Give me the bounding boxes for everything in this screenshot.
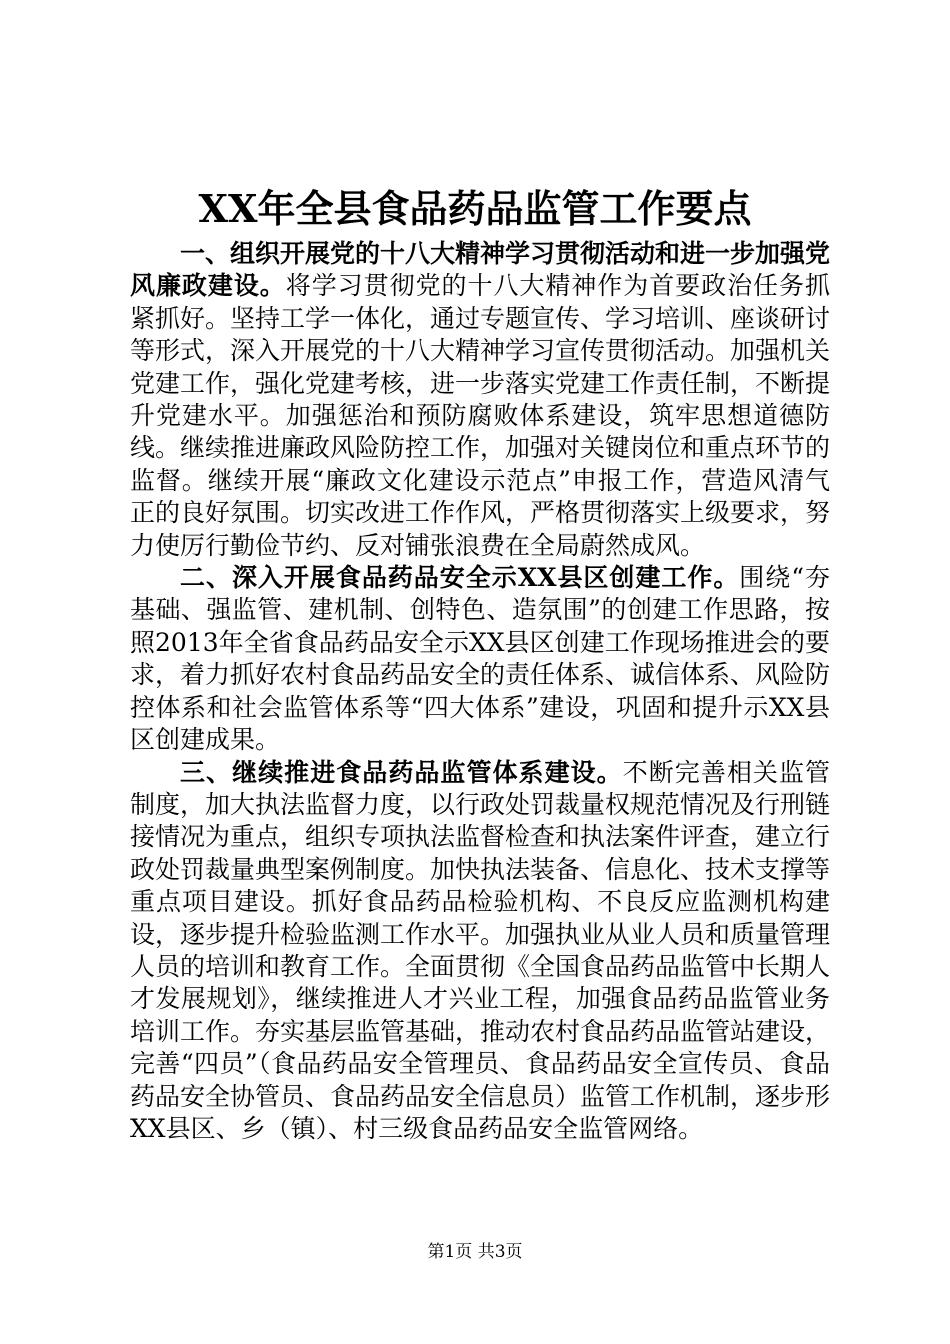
- paragraph-2-text: 围绕“夯基础、强监管、建机制、创特色、造氛围”的创建工作思路，按照2013年全省食品药品安全示XX县区创建工作现场推进会的要求，着力抓好农村食品药品安全的责任体系、诚信体系、风险防控体系和社会监管体系等“四大体系”建设，巩固和提升示XX县区创建成果。: [130, 563, 831, 755]
- document-title: XX年全县食品药品监管工作要点: [198, 186, 752, 231]
- paragraph-2: [130, 562, 830, 756]
- page-number: 第1页: [427, 1242, 473, 1262]
- paragraph-3-heading: 三、继续推进食品药品监管体系建设。: [180, 757, 623, 787]
- paragraph-1-heading: 一、组织开展党的十八大精神学习贯彻活动和进一步加强党风廉政建设。: [130, 239, 831, 301]
- paragraph-1-text: 将学习贯彻党的十八大精神作为首要政治任务抓紧抓好。坚持工学一体化，通过专题宣传、学习培训、座谈研讨等形式，深入开展党的十八大精神学习宣传贯彻活动。加强机关党建工作，强化党建考核，进一步落实党建工作责任制，不断提升党建水平。加强惩治和预防腐败体系建设，筑牢思想道德防线。继续推进廉政风险防控工作，加强对关键岗位和重点环节的监督。继续开展“廉政文化建设示范点”申报工作，营造风清气正的良好氛围。切实改进工作作风，严格贯彻落实上级要求，努力使厉行勤俭节约、反对铺张浪费在全局蔚然成风。: [130, 271, 831, 560]
- paragraph-3: [130, 757, 830, 1146]
- document-body: [130, 238, 830, 1145]
- paragraph-2-heading: 二、深入开展食品药品安全示XX县区创建工作。: [180, 563, 740, 593]
- paragraph-1: [130, 238, 830, 562]
- paragraph-3-text: 不断完善相关监管制度，加大执法监督力度，以行政处罚裁量权规范情况及行刑链接情况为重点，组织专项执法监督检查和执法案件评查，建立行政处罚裁量典型案例制度。加快执法装备、信息化、技术支撑等重点项目建设。抓好食品药品检验机构、不良反应监测机构建设，逐步提升检验监测工作水平。加强执业从业人员和质量管理人员的培训和教育工作。全面贯彻《全国食品药品监管中长期人才发展规划》，继续推进人才兴业工程，加强食品药品监管业务培训工作。夯实基层监管基础，推动农村食品药品监管站建设，完善“四员”（食品药品安全管理员、食品药品安全宣传员、食品药品安全协管员、食品药品安全信息员）监管工作机制，逐步形XX县区、乡（镇）、村三级食品药品安全监管网络。: [130, 757, 831, 1143]
- page-footer: [0, 1241, 950, 1263]
- page-total: 共3页: [477, 1242, 523, 1262]
